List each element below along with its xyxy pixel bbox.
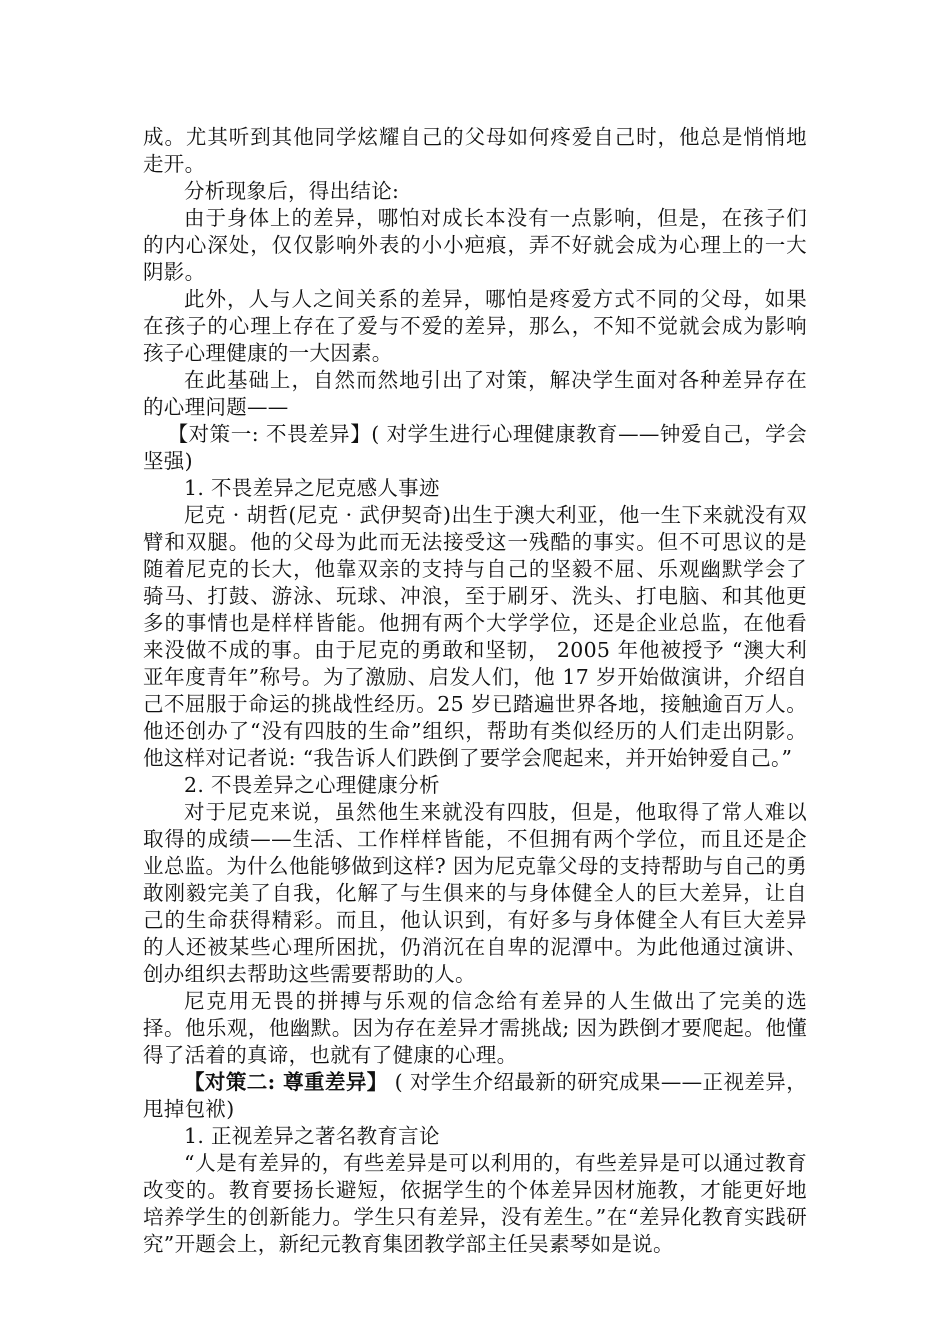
paragraph-4: 此外，人与人之间关系的差异，哪怕是疼爱方式不同的父母，如果在孩子的心理上存在了爱与不爱的差异，那么，不知不觉就会成为影响孩子心理健康的一大因素。 [143, 287, 807, 365]
strategy-one-heading: 【对策一: 不畏差异】( 对学生进行心理健康教育——钟爱自己，学会坚强) [143, 422, 807, 473]
section-heading-nick-story: 1. 不畏差异之尼克感人事迹 [184, 476, 440, 500]
paragraph-2: 分析现象后，得出结论: [184, 179, 400, 203]
paragraph-3: 由于身体上的差异，哪怕对成长本没有一点影响，但是，在孩子们的内心深处，仅仅影响外表的小小疤痕，弄不好就会成为心理上的一大阴影。 [143, 206, 807, 284]
strategy-two-subtitle: ( 对学生介绍最新的研究成果——正视差异，甩掉包袱) [143, 1070, 807, 1121]
section-heading-education-quote: 1. 正视差异之著名教育言论 [184, 1124, 440, 1148]
section-heading-nick-analysis: 2. 不畏差异之心理健康分析 [184, 773, 440, 797]
paragraph-nick-story: 尼克 · 胡哲(尼克 · 武伊契奇)出生于澳大利亚，他一生下来就没有双臂和双腿。他的父母为此而无法接受这一残酷的事实。但不可思议的是随着尼克的长大，他靠双亲的支持与自己的坚毅不屈、乐观幽默学会了骑马、打鼓、游泳、玩球、冲浪，至于刷牙、洗头、打电脑、和其他更多的事情也是样样皆能。他拥有两个大学学位，还是企业总监，在他看来没做不成的事。由于尼克的勇敢和坚韧， 2005 年他被授予 “澳大利亚年度青年”称号。为了激励、启发人们，他 17 岁开始做演讲，介绍自己不屈服于命运的挑战性经历。25 岁已踏遍世界各地，接触逾百万人。他还创办了“没有四肢的生命”组织，帮助有类似经历的人们走出阴影。他这样对记者说: “我告诉人们跌倒了要学会爬起来，并开始钟爱自己。” [143, 503, 807, 770]
document-body [143, 124, 807, 1258]
paragraph-nick-analysis: 对于尼克来说，虽然他生来就没有四肢，但是，他取得了常人难以取得的成绩——生活、工作样样皆能，不但拥有两个学位，而且还是企业总监。为什么他能够做到这样? 因为尼克靠父母的支持帮助与自己的勇敢刚毅完美了自我，化解了与生俱来的与身体健全人的巨大差异，让自己的生命获得精彩。而且，他认识到，有好多与身体健全人有巨大差异的人还被某些心理所困扰，仍消沉在自卑的泥潭中。为此他通过演讲、创办组织去帮助这些需要帮助的人。 [143, 800, 807, 986]
paragraph-5: 在此基础上，自然而然地引出了对策，解决学生面对各种差异存在的心理问题—— [143, 368, 807, 419]
paragraph-1: 成。尤其听到其他同学炫耀自己的父母如何疼爱自己时，他总是悄悄地走开。 [143, 125, 807, 176]
paragraph-nick-conclusion: 尼克用无畏的拼搏与乐观的信念给有差异的人生做出了完美的选择。他乐观，他幽默。因为存在差异才需挑战; 因为跌倒才要爬起。他懂得了活着的真谛，也就有了健康的心理。 [143, 989, 807, 1067]
paragraph-education-quote: “人是有差异的，有些差异是可以利用的，有些差异是可以通过教育改变的。教育要扬长避短，依据学生的个体差异因材施教，才能更好地培养学生的创新能力。学生只有差异，没有差生。”在“差异化教育实践研究”开题会上，新纪元教育集团教学部主任吴素琴如是说。 [143, 1151, 807, 1256]
strategy-two-title: 【对策二: 尊重差异】 [184, 1070, 388, 1094]
strategy-two-heading [143, 1069, 807, 1123]
